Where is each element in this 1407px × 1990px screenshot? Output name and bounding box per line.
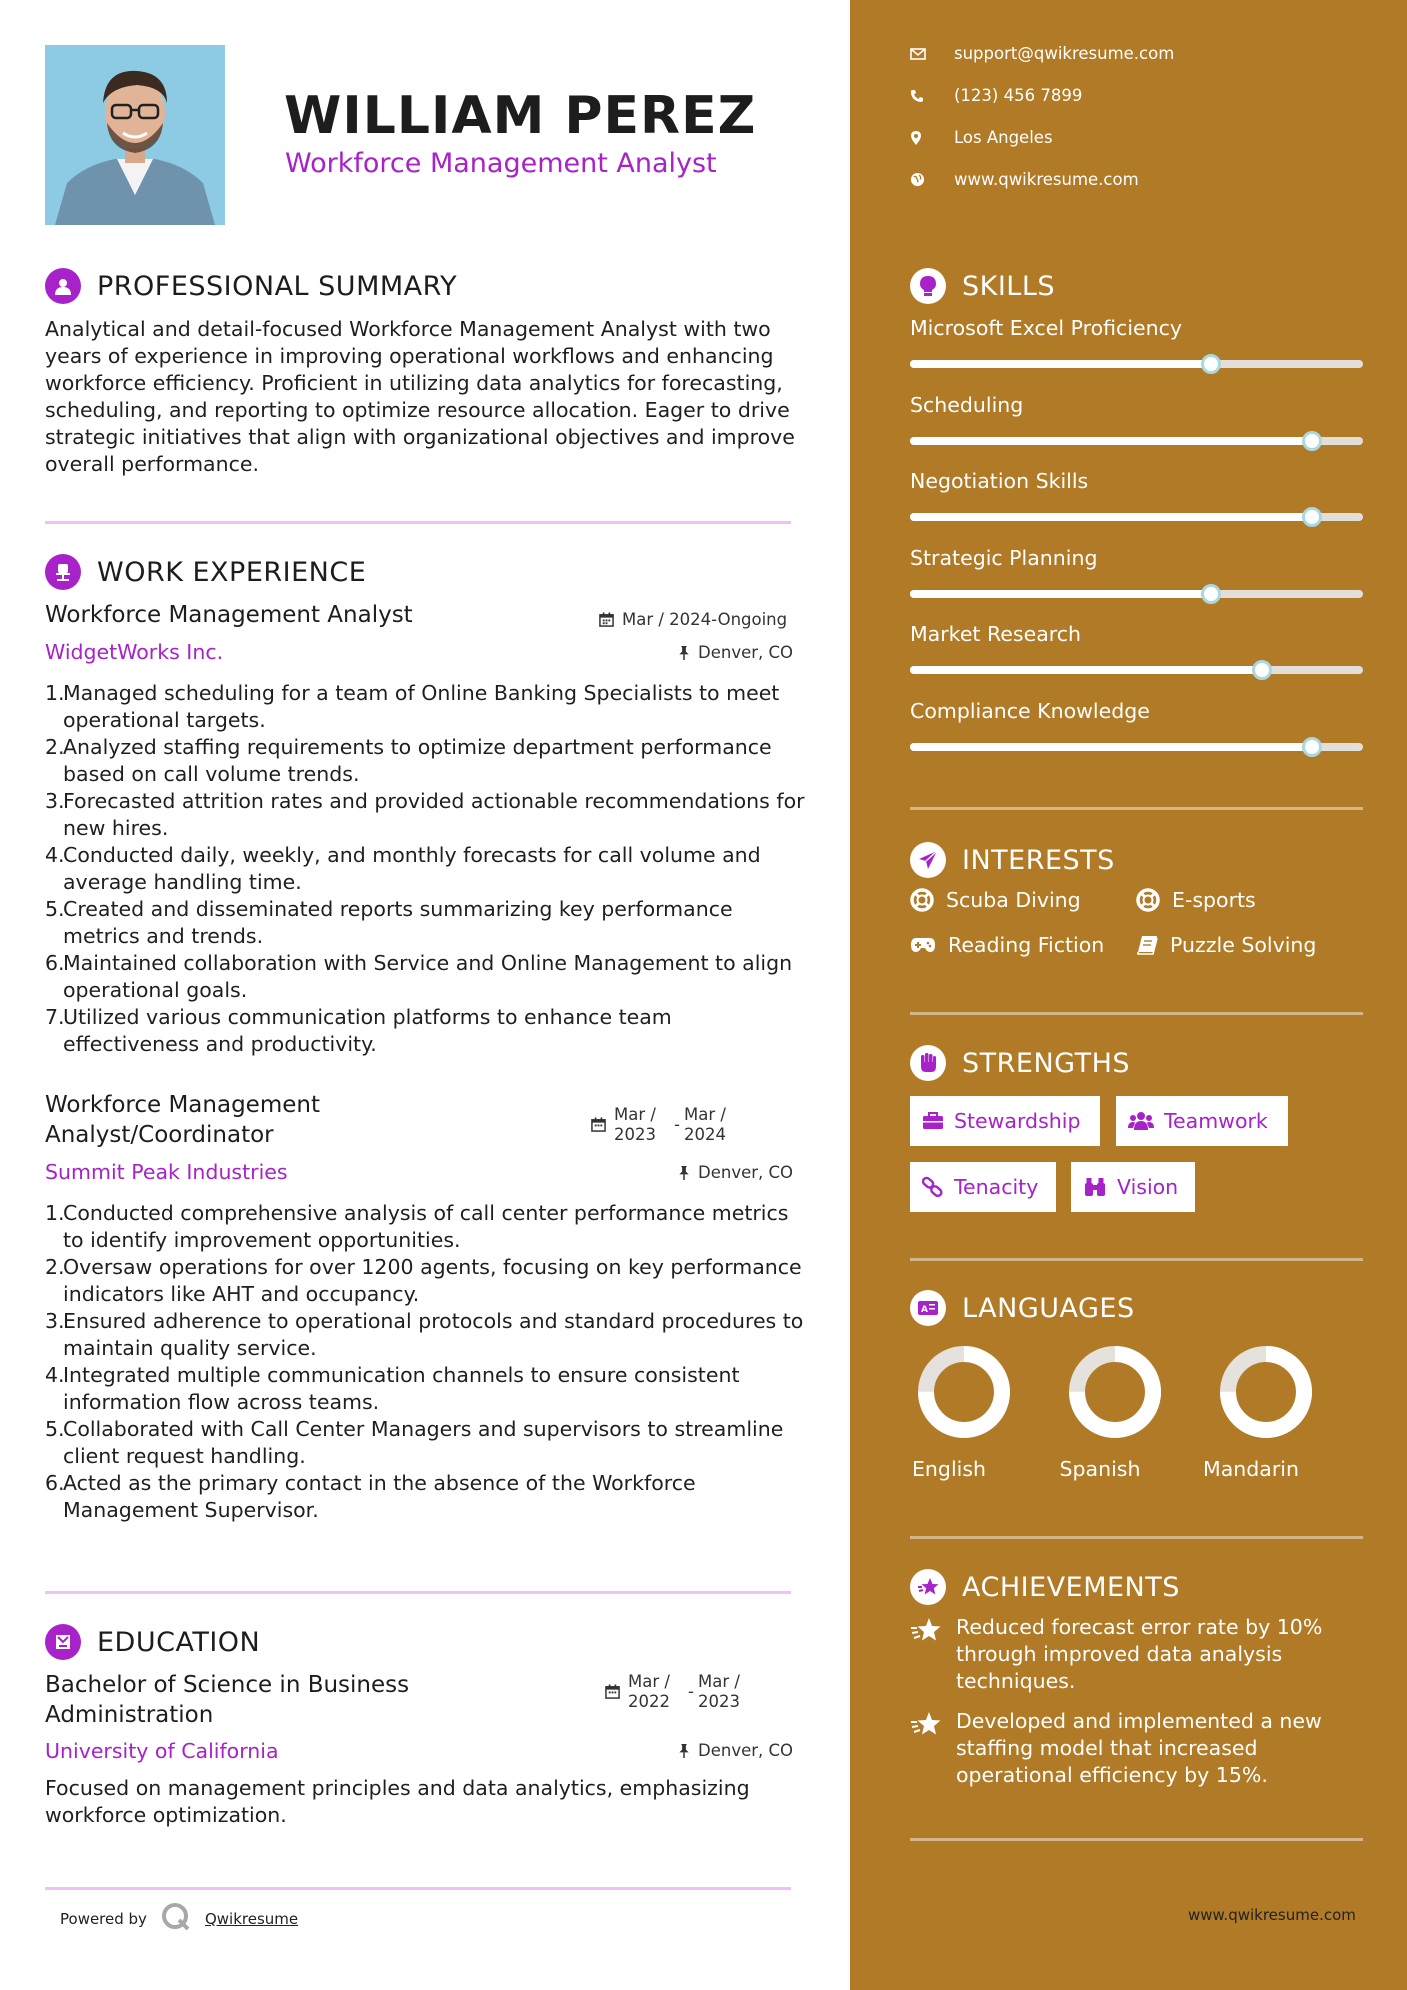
fist-icon xyxy=(910,1045,946,1081)
list-item: 1. Managed scheduling for a team of Online Banking Specialists to meet operational targets. xyxy=(45,681,780,732)
strength-badge: Vision xyxy=(1071,1162,1195,1212)
achievement-item: Developed and implemented a new staffing model that increased operational efficiency by 15%. xyxy=(910,1708,1356,1789)
achievements-heading xyxy=(910,1569,1180,1605)
interest-item: Reading Fiction xyxy=(910,933,1104,957)
star-badge-icon xyxy=(910,1569,946,1605)
list-item: 4. Conducted daily, weekly, and monthly forecasts for call volume and average handling time. xyxy=(45,843,761,894)
skill-label: Compliance Knowledge xyxy=(910,698,1150,723)
summary-title: PROFESSIONAL SUMMARY xyxy=(97,270,458,302)
experience-title: WORK EXPERIENCE xyxy=(97,556,367,588)
skill-bar xyxy=(910,513,1363,521)
divider xyxy=(45,1591,791,1594)
strength-badge: Tenacity xyxy=(910,1162,1056,1212)
interest-item: E-sports xyxy=(1136,888,1256,912)
list-item: 2. Analyzed staffing requirements to optimize department performance based on call volume trends. xyxy=(45,735,772,786)
skill-bar xyxy=(910,666,1363,674)
list-item: 5. Collaborated with Call Center Managers and supervisors to streamline client request handling. xyxy=(45,1417,784,1468)
strengths-heading xyxy=(910,1045,1130,1081)
interests-heading xyxy=(910,842,1115,878)
language-donut xyxy=(1050,1342,1180,1446)
calendar-icon xyxy=(605,1684,620,1699)
skill-label: Negotiation Skills xyxy=(910,469,1089,493)
language-donut-chart xyxy=(1065,1342,1165,1442)
footer-website[interactable]: www.qwikresume.com xyxy=(1188,1906,1356,1924)
skill-bar-fill xyxy=(910,360,1211,368)
pin-icon xyxy=(678,645,690,660)
skill-bar xyxy=(910,437,1363,445)
skill-label: Strategic Planning xyxy=(910,545,1098,570)
shooting-star-icon xyxy=(910,1614,944,1648)
strength-badge: Stewardship xyxy=(910,1096,1100,1146)
powered-by-label: Powered by xyxy=(60,1910,147,1928)
strength-badge: Teamwork xyxy=(1116,1096,1288,1146)
book-icon xyxy=(1136,935,1158,955)
map-marker-icon xyxy=(910,130,936,146)
job-company: WidgetWorks Inc. xyxy=(45,640,224,664)
list-item: 7. Utilized various communication platforms to enhance team effectiveness and productivity. xyxy=(45,1005,672,1056)
achievement-item: Reduced forecast error rate by 10% through improved data analysis techniques. xyxy=(910,1614,1356,1695)
education-location xyxy=(678,1741,793,1760)
divider xyxy=(910,1838,1363,1841)
shooting-star-icon xyxy=(910,1708,944,1742)
translate-icon xyxy=(910,1290,946,1326)
skill-slider-knob[interactable] xyxy=(1302,507,1322,527)
education-date: Mar / 2022 - Mar / 2023 xyxy=(605,1672,758,1712)
skill-bar-fill xyxy=(910,666,1262,674)
qwikresume-logo-icon xyxy=(161,1902,191,1936)
list-item: 5. Created and disseminated reports summarizing key performance metrics and trends. xyxy=(45,897,733,948)
skill-slider-knob[interactable] xyxy=(1302,737,1322,757)
skills-heading xyxy=(910,268,1055,304)
education-title: EDUCATION xyxy=(97,1626,261,1658)
binoculars-icon xyxy=(1083,1177,1107,1197)
skill-label: Scheduling xyxy=(910,392,1024,417)
location-text: Los Angeles xyxy=(954,128,1053,147)
skill-bar-fill xyxy=(910,513,1312,521)
job-date: Mar / 2023 - Mar / 2024 xyxy=(591,1105,744,1145)
link-icon xyxy=(922,1176,944,1198)
languages-title: LANGUAGES xyxy=(962,1292,1135,1324)
office-chair-icon xyxy=(45,554,81,590)
contact-location xyxy=(910,128,1053,147)
graduation-icon xyxy=(45,1624,81,1660)
list-item: 1. Conducted comprehensive analysis of call center performance metrics to identify improvement opportunities. xyxy=(45,1201,789,1252)
interest-item: Scuba Diving xyxy=(910,888,1081,912)
list-item: 6. Acted as the primary contact in the absence of the Workforce Management Supervisor. xyxy=(45,1471,696,1522)
skill-bar-fill xyxy=(910,437,1312,445)
divider xyxy=(910,807,1363,810)
job-title: Workforce Management Analyst/Coordinator xyxy=(45,1092,320,1148)
skill-bar xyxy=(910,360,1363,368)
achievements-title: ACHIEVEMENTS xyxy=(962,1571,1180,1603)
education-heading xyxy=(45,1624,260,1660)
qwikresume-link[interactable]: Qwikresume xyxy=(204,1910,299,1928)
globe-icon xyxy=(910,172,936,187)
language-donut-chart xyxy=(1216,1342,1316,1442)
skill-bar xyxy=(910,590,1363,598)
skill-bar-fill xyxy=(910,743,1312,751)
calendar-icon xyxy=(599,612,614,627)
skill-slider-knob[interactable] xyxy=(1252,660,1272,680)
candidate-role: Workforce Management Analyst xyxy=(285,148,717,179)
profile-photo xyxy=(45,45,225,225)
divider xyxy=(910,1536,1363,1539)
phone-text: (123) 456 7899 xyxy=(954,86,1083,105)
skill-slider-knob[interactable] xyxy=(1201,584,1221,604)
skill-bar xyxy=(910,743,1363,751)
interest-item: Puzzle Solving xyxy=(1136,933,1316,957)
skill-label: Microsoft Excel Proficiency xyxy=(910,316,1183,340)
skill-bar-fill xyxy=(910,590,1211,598)
job-location-text: Denver, CO xyxy=(698,643,794,662)
divider xyxy=(45,521,791,524)
gamepad-icon xyxy=(910,936,936,954)
language-donut-chart xyxy=(914,1342,1014,1442)
job-location xyxy=(678,643,793,662)
phone-icon xyxy=(910,89,936,103)
candidate-name: WILLIAM PEREZ xyxy=(284,86,757,146)
school-name: University of California xyxy=(45,1739,279,1763)
job-company: Summit Peak Industries xyxy=(45,1160,288,1184)
powered-by xyxy=(60,1902,298,1936)
language-donut xyxy=(899,1342,1029,1446)
divider xyxy=(910,1012,1363,1015)
skill-label: Market Research xyxy=(910,622,1082,646)
job-location xyxy=(678,1163,793,1182)
contact-website xyxy=(910,170,1139,189)
job-task-list xyxy=(45,680,805,1058)
strengths-title: STRENGTHS xyxy=(962,1047,1131,1079)
list-item: 3. Ensured adherence to operational protocols and standard procedures to maintain quality service. xyxy=(45,1309,804,1360)
contact-phone xyxy=(910,86,1082,105)
lifebuoy-icon xyxy=(910,888,934,912)
lifebuoy-icon xyxy=(1136,888,1160,912)
envelope-icon xyxy=(910,48,936,60)
list-item: 3. Forecasted attrition rates and provided actionable recommendations for new hires. xyxy=(45,789,805,840)
language-label: Spanish xyxy=(1059,1457,1141,1481)
language-donut xyxy=(1201,1342,1331,1446)
svg-text:A: A xyxy=(921,1305,928,1315)
degree-title: Bachelor of Science in Business Administration xyxy=(45,1672,410,1728)
calendar-icon xyxy=(591,1117,606,1132)
languages-heading xyxy=(910,1290,1135,1326)
list-item: 2. Oversaw operations for over 1200 agents, focusing on key performance indicators like AHT and occupancy. xyxy=(45,1255,802,1306)
language-label: English xyxy=(911,1457,987,1481)
users-icon xyxy=(1128,1111,1154,1131)
contact-email xyxy=(910,44,1174,63)
divider xyxy=(45,1887,791,1890)
experience-heading xyxy=(45,554,366,590)
divider xyxy=(910,1258,1363,1261)
pin-icon xyxy=(678,1743,690,1758)
list-item: 4. Integrated multiple communication channels to ensure consistent information flow across teams. xyxy=(45,1363,740,1414)
email-text: support@qwikresume.com xyxy=(954,44,1175,63)
pin-icon xyxy=(678,1165,690,1180)
job-location-text: Denver, CO xyxy=(698,1163,794,1182)
summary-text: Analytical and detail-focused Workforce Management Analyst with two years of experience in improving operational workflows and enhancing workforce efficiency. Proficient in utilizing data analytics for forecasting, scheduling, and reporting to optimize resource allocation. Eager to drive strategic initiatives that align with organizational objectives and improve overall performance. xyxy=(45,317,795,476)
summary-heading xyxy=(45,268,457,304)
user-icon xyxy=(45,268,81,304)
list-item: 6. Maintained collaboration with Service and Online Management to align operational goals. xyxy=(45,951,793,1002)
skills-title: SKILLS xyxy=(962,270,1056,302)
job-title: Workforce Management Analyst xyxy=(45,602,413,628)
briefcase-icon xyxy=(922,1112,944,1130)
education-location-text: Denver, CO xyxy=(698,1741,794,1760)
interests-title: INTERESTS xyxy=(962,844,1115,876)
language-label: Mandarin xyxy=(1203,1457,1299,1481)
paper-plane-icon xyxy=(910,842,946,878)
education-text: Focused on management principles and data analytics, emphasizing workforce optimization. xyxy=(45,1776,750,1827)
website-text[interactable]: www.qwikresume.com xyxy=(954,170,1139,189)
job-date-text: Mar / 2024-Ongoing xyxy=(622,610,788,629)
skill-slider-knob[interactable] xyxy=(1302,431,1322,451)
lightbulb-icon xyxy=(910,268,946,304)
job-task-list xyxy=(45,1200,805,1524)
job-date xyxy=(599,610,787,629)
